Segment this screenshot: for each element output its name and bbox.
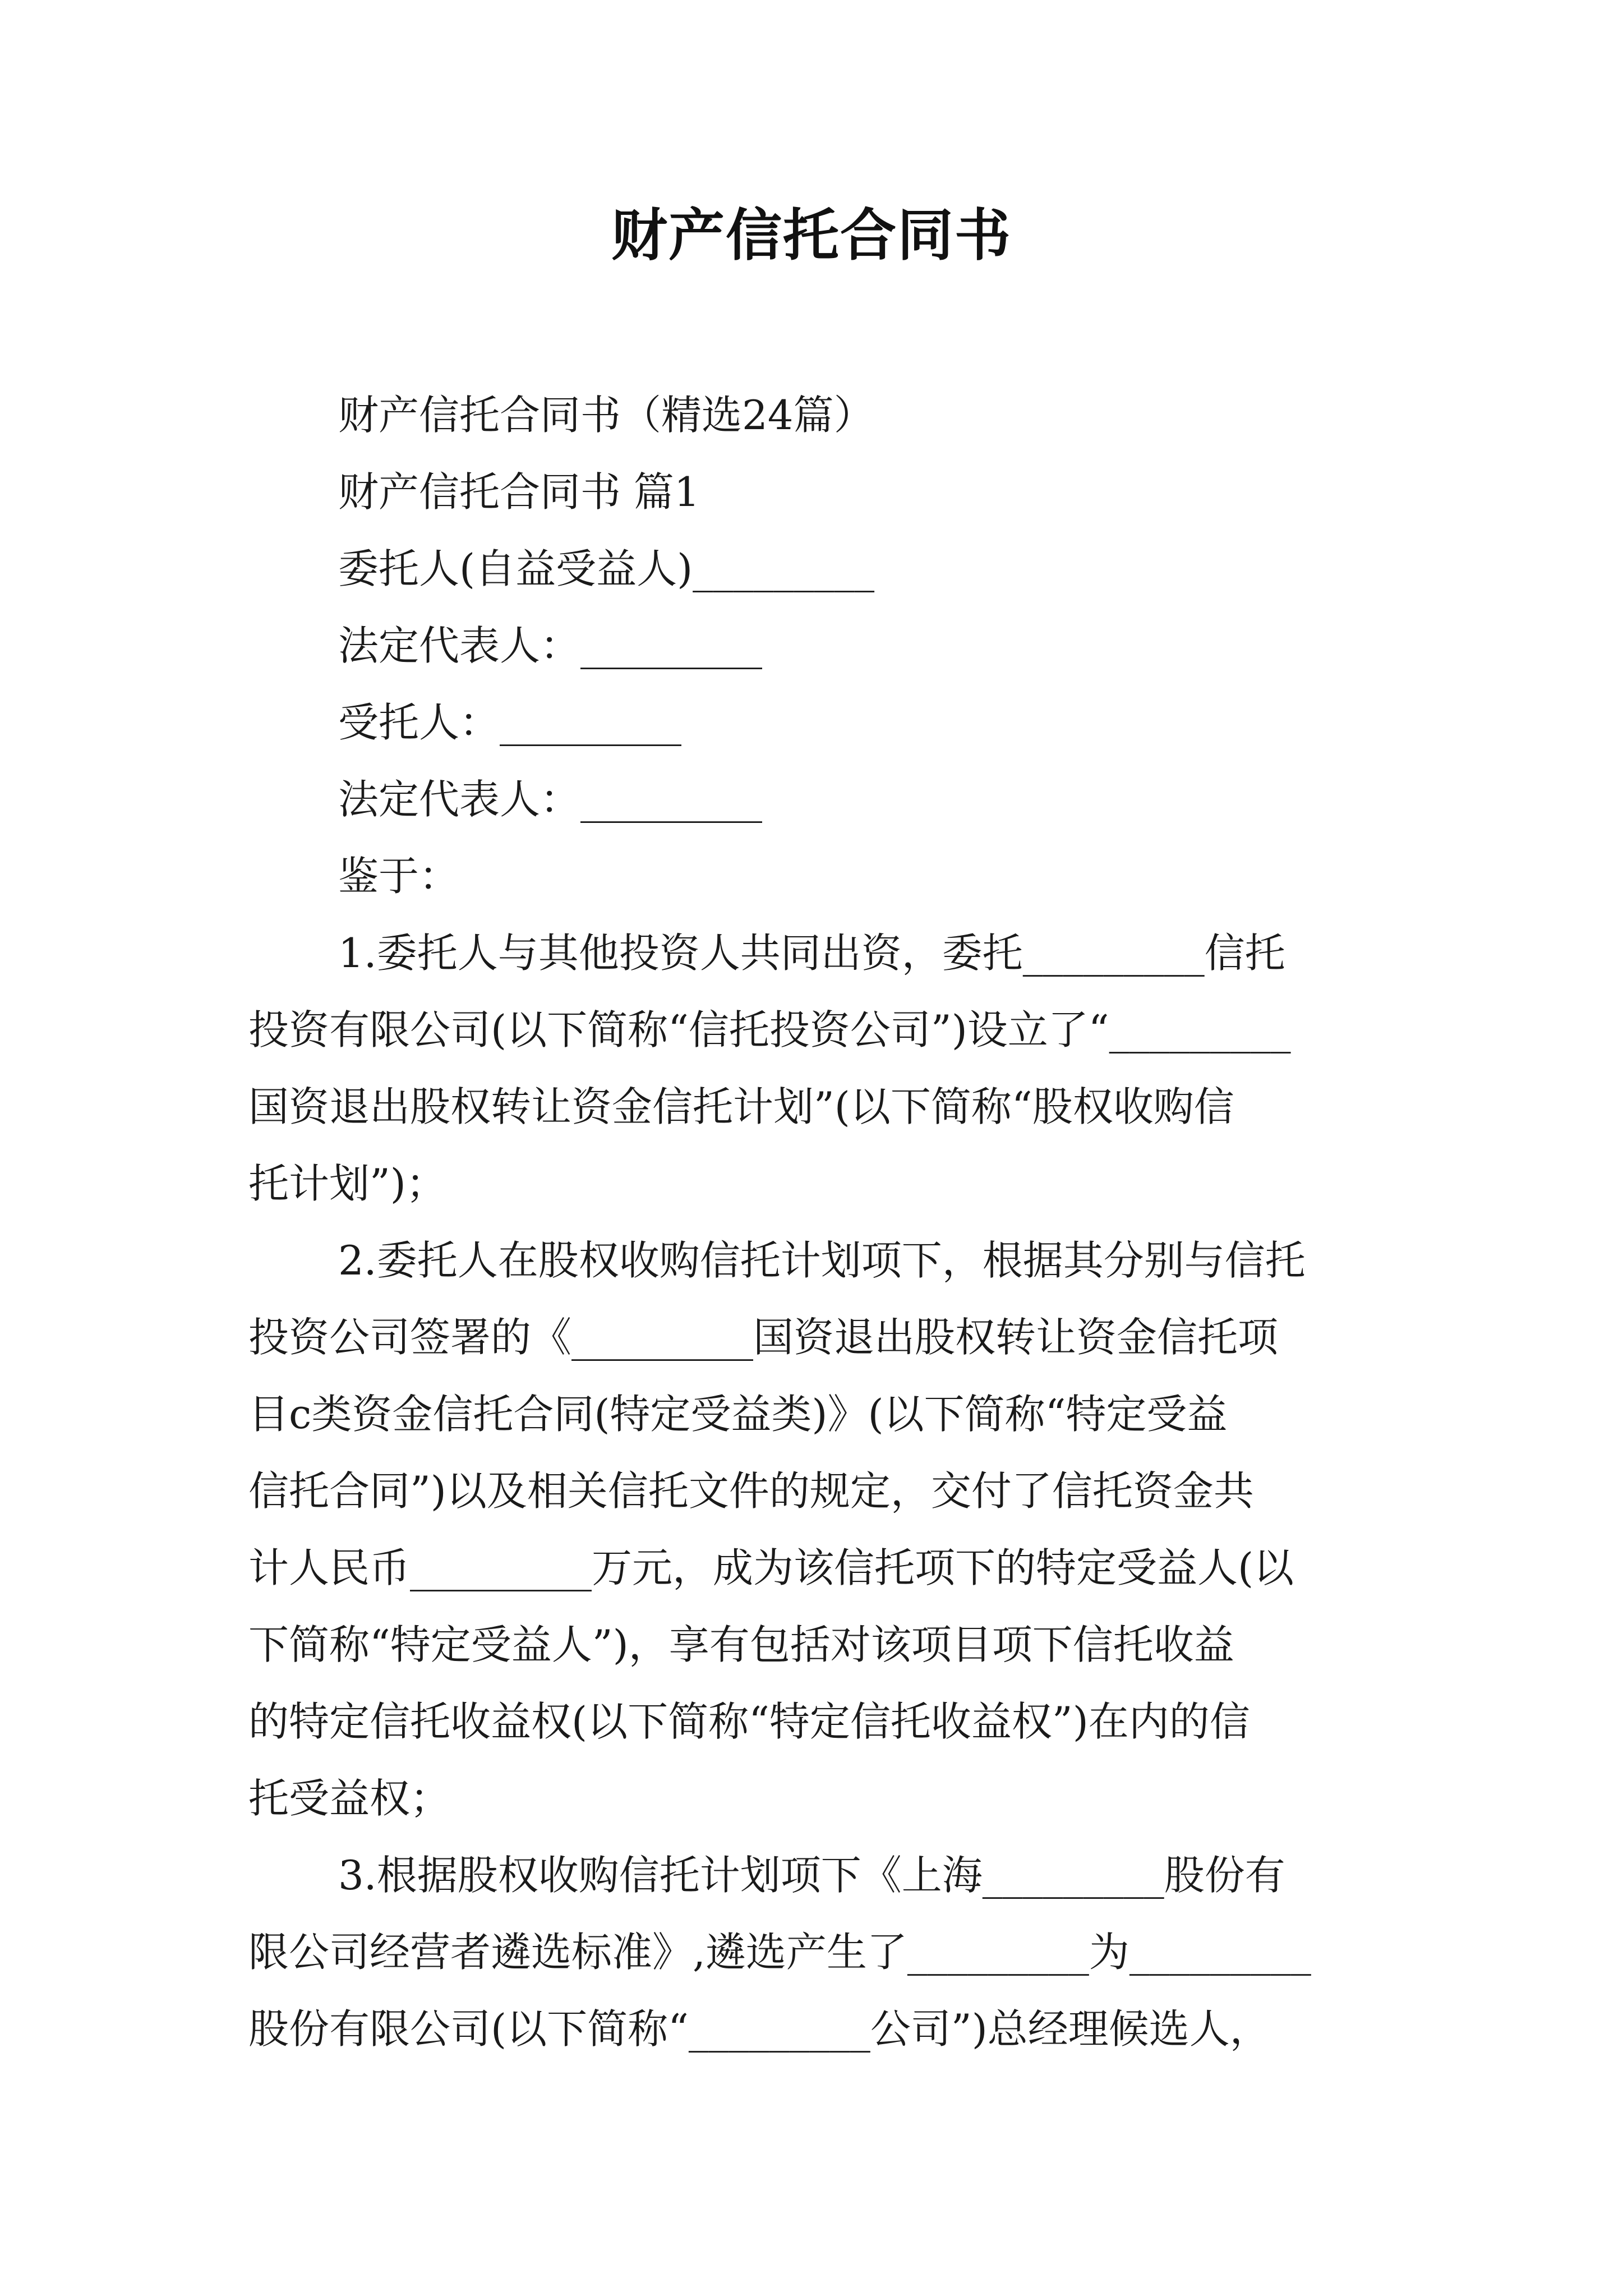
clause-3-line: 股份有限公司(以下简称“_________公司”)总经理候选人，: [248, 2005, 1270, 2053]
clause-2-line: 计人民币_________万元，成为该信托项下的特定受益人(以: [248, 1544, 1294, 1591]
document-body: [248, 377, 1387, 2068]
clause-2-line: 下简称“特定受益人”)，享有包括对该项目项下信托收益: [248, 1621, 1234, 1668]
clause-1-line: 托计划”)；: [248, 1160, 446, 1207]
clause-2-line: 2.委托人在股权收购信托计划项下，根据其分别与信托: [338, 1237, 1306, 1284]
document-title: 财产信托合同书: [611, 203, 1012, 268]
clause-2-line: 的特定信托收益权(以下简称“特定信托收益权”)在内的信: [248, 1698, 1250, 1745]
clause-2-line: 目c类资金信托合同(特定受益类)》(以下简称“特定受益: [248, 1391, 1228, 1438]
clause-1-line: 投资有限公司(以下简称“信托投资公司”)设立了“_________: [248, 1006, 1291, 1053]
subtitle-line: 财产信托合同书（精选24篇）: [338, 392, 874, 439]
party-line: 委托人(自益受益人)_________: [338, 545, 875, 592]
clause-3-line: 3.根据股权收购信托计划项下《上海_________股份有: [338, 1852, 1285, 1899]
clause-1-line: 国资退出股权转让资金信托计划”(以下简称“股权收购信: [248, 1083, 1234, 1130]
party-line: 受托人：_________: [338, 699, 682, 746]
party-line: 法定代表人：_________: [338, 622, 763, 669]
whereas-line: 鉴于：: [338, 853, 460, 900]
clause-1-line: 1.委托人与其他投资人共同出资，委托_________信托: [338, 930, 1285, 977]
section-heading: 财产信托合同书 篇1: [338, 468, 700, 516]
clause-3-line: 限公司经营者遴选标准》,遴选产生了_________为_________: [248, 1929, 1311, 1976]
clause-2-line: 信托合同”)以及相关信托文件的规定，交付了信托资金共: [248, 1467, 1254, 1515]
party-line: 法定代表人：_________: [338, 776, 763, 823]
clause-2-line: 投资公司签署的《_________国资退出股权转让资金信托项: [248, 1314, 1279, 1361]
clause-2-line: 托受益权；: [248, 1775, 451, 1822]
